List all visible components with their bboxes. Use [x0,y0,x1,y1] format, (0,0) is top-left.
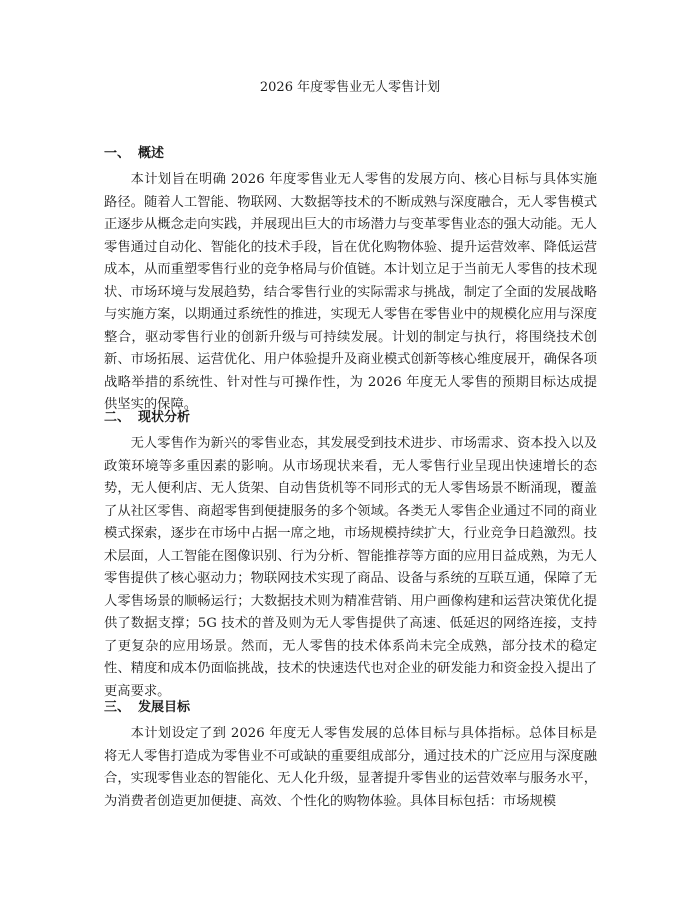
section-number: 三、 [104,700,131,715]
section-body-status-analysis: 无人零售作为新兴的零售业态，其发展受到技术进步、市场需求、资本投入以及政策环境等多重因素的影响。从市场现状来看，无人零售行业呈现出快速增长的态势，无人便利店、无人货架、自动售货机等不同形式的无人零售场景不断涌现，覆盖了从社区零售、商超零售到便捷服务的多个领域。各类无人零售企业通过不同的商业模式探索，逐步在市场中占据一席之地，市场规模持续扩大，行业竞争日趋激烈。技术层面，人工智能在图像识别、行为分析、智能推荐等方面的应用日益成熟，为无人零售提供了核心驱动力；物联网技术实现了商品、设备与系统的互联互通，保障了无人零售场景的顺畅运行；大数据技术则为精准营销、用户画像构建和运营决策优化提供了数据支撑；5G 技术的普及则为无人零售提供了高速、低延迟的网络连接，支持了更复杂的应用场景。然而，无人零售的技术体系尚未完全成熟，部分技术的稳定性、精度和成本仍面临挑战，技术的快速迭代也对企业的研发能力和资金投入提出了更高要求。 [104,436,597,699]
section-title: 现状分析 [138,410,191,425]
document-title: 2026 年度零售业无人零售计划 [259,80,441,95]
section-title: 概述 [138,146,165,161]
section-number: 一、 [104,146,131,161]
section-number: 二、 [104,410,131,425]
section-heading-overview [104,145,164,163]
section-body-overview: 本计划旨在明确 2026 年度零售业无人零售的发展方向、核心目标与具体实施路径。随着人工智能、物联网、大数据等技术的不断成熟与深度融合，无人零售模式正逐步从概念走向实践，并展现出巨大的市场潜力与变革零售业态的强大动能。无人零售通过自动化、智能化的技术手段，旨在优化购物体验、提升运营效率、降低运营成本，从而重塑零售行业的竞争格局与价值链。本计划立足于当前无人零售的技术现状、市场环境与发展趋势，结合零售行业的实际需求与挑战，制定了全面的发展战略与实施方案，以期通过系统性的推进，实现无人零售在零售业中的规模化应用与深度整合，驱动零售行业的创新升级与可持续发展。计划的制定与执行，将围绕技术创新、市场拓展、运营优化、用户体验提升及商业模式创新等核心维度展开，确保各项战略举措的系统性、针对性与可操作性，为 2026 年度无人零售的预期目标达成提供坚实的保障。 [104,172,597,412]
section-title: 发展目标 [138,700,191,715]
section-heading-development-goals [104,699,190,717]
section-body-development-goals: 本计划设定了到 2026 年度无人零售发展的总体目标与具体指标。总体目标是将无人零售打造成为零售业不可或缺的重要组成部分，通过技术的广泛应用与深度融合，实现零售业态的智能化、无人化升级，显著提升零售业的运营效率与服务水平，为消费者创造更加便捷、高效、个性化的购物体验。具体目标包括：市场规模 [104,726,597,809]
section-heading-status-analysis [104,409,190,427]
